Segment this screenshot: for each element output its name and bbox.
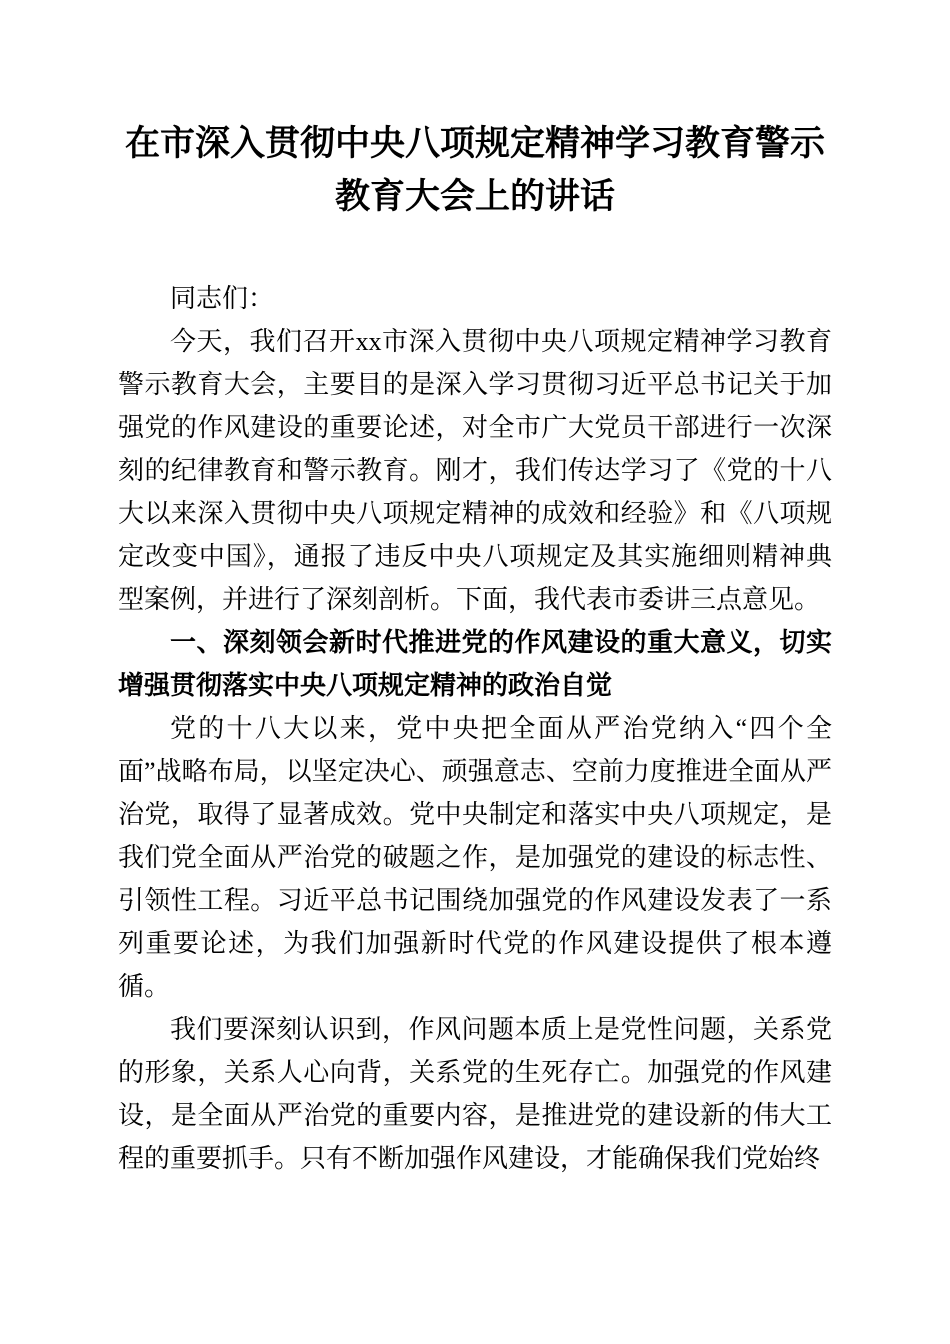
paragraph: 今天，我们召开xx市深入贯彻中央八项规定精神学习教育警示教育大会，主要目的是深入学习贯彻习近平总书记关于加强党的作风建设的重要论述，对全市广大党员干部进行一次深刻的纪律教育和警示教育。刚才，我们传达学习了《党的十八大以来深入贯彻中央八项规定精神的成效和经验》和《八项规定改变中国》，通报了违反中央八项规定及其实施细则精神典型案例，并进行了深刻剖析。下面，我代表市委讲三点意见。 (118, 327, 832, 614)
paragraph: 我们要深刻认识到，作风问题本质上是党性问题，关系党的形象，关系人心向背，关系党的生死存亡。加强党的作风建设，是全面从严治党的重要内容，是推进党的建设新的伟大工程的重要抓手。只有不断加强作风建设，才能确保我们党始终 (118, 1015, 832, 1173)
section-heading: 一、深刻领会新时代推进党的作风建设的重大意义，切实增强贯彻落实中央八项规定精神的政治自觉 (118, 627, 832, 700)
paragraph: 同志们： (170, 284, 275, 313)
document-title: 在市深入贯彻中央八项规定精神学习教育警示教育大会上的讲话 (124, 124, 825, 216)
document-body (118, 277, 832, 1180)
paragraph: 党的十八大以来，党中央把全面从严治党纳入“四个全面”战略布局，以坚定决心、顽强意志、空前力度推进全面从严治党，取得了显著成效。党中央制定和落实中央八项规定，是我们党全面从严治党的破题之作，是加强党的建设的标志性、引领性工程。习近平总书记围绕加强党的作风建设发表了一系列重要论述，为我们加强新时代党的作风建设提供了根本遵循。 (118, 714, 832, 1001)
